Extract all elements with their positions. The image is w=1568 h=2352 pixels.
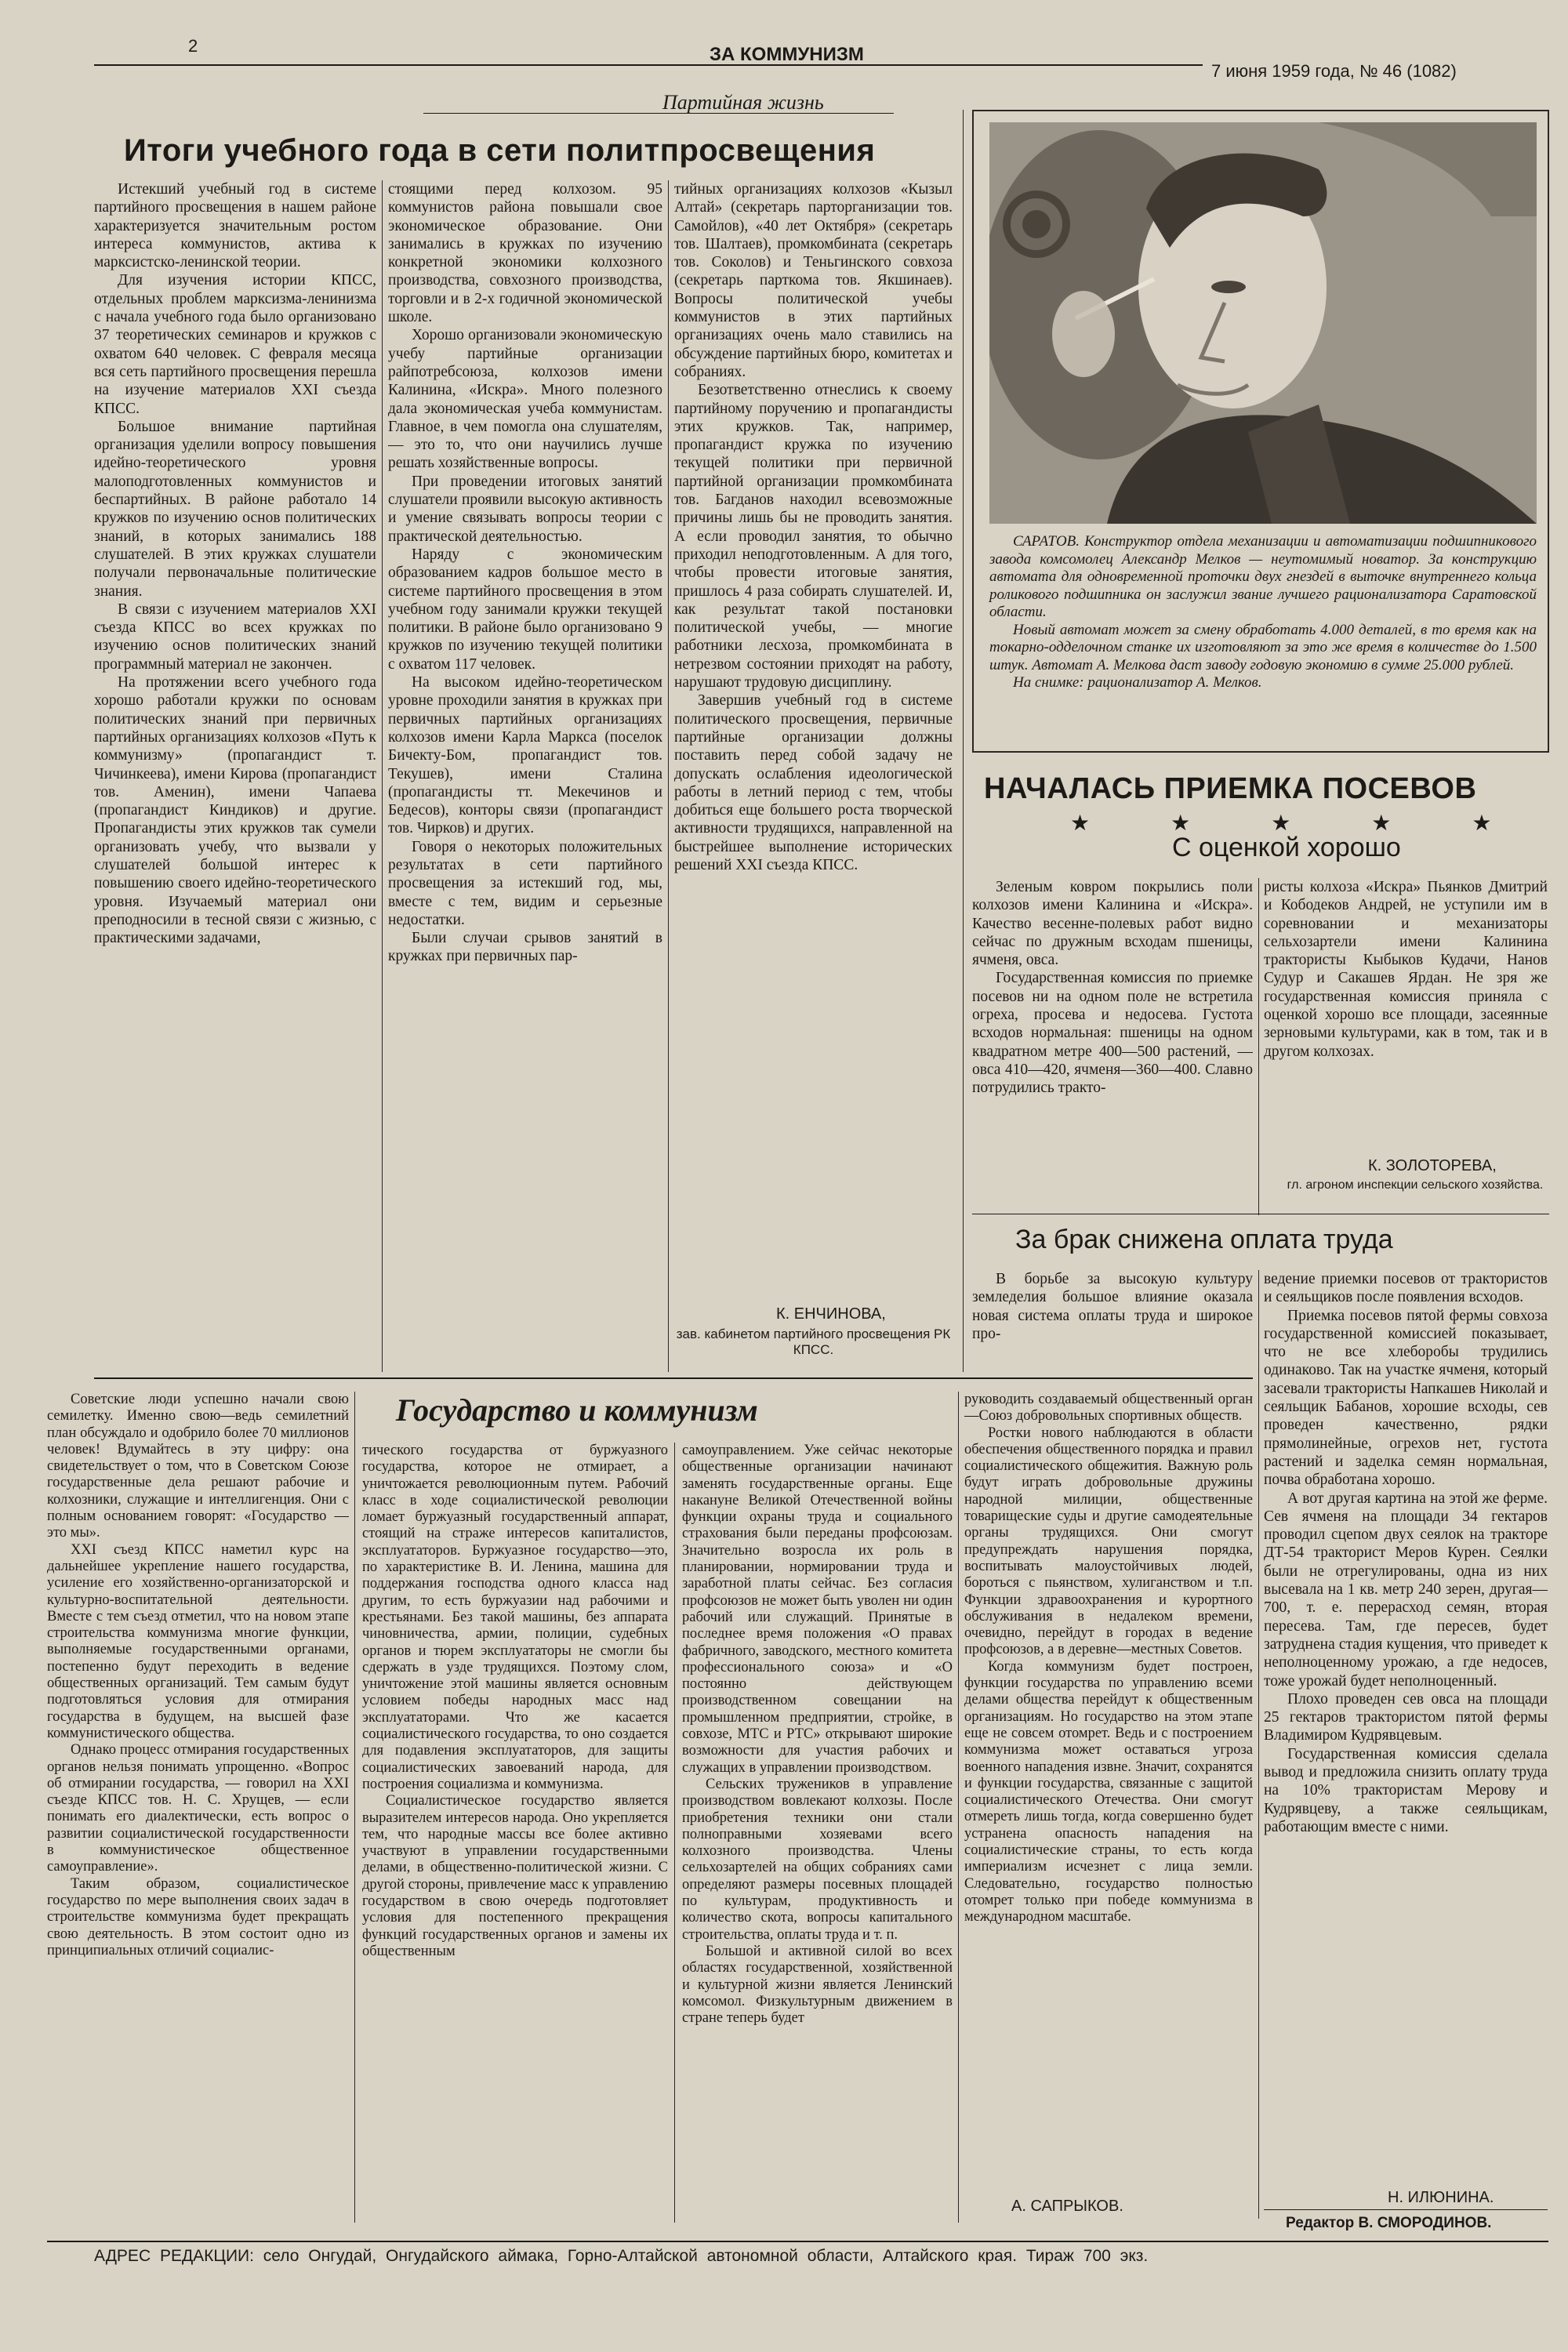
column-rule [1258, 878, 1259, 1215]
article3-column-2 [1264, 1270, 1548, 2176]
paragraph: В борьбе за высокую культуру земледелия большое влияние оказала новая система оплаты труда и широкое про- [972, 1271, 1253, 1342]
paragraph: Плохо проведен сев овса на площади 25 гектаров трактористом пятой фермы Владимиром Кудрявцевым. [1264, 1690, 1548, 1744]
editor-rule [1264, 2209, 1548, 2210]
paragraph: самоуправлением. Уже сейчас некоторые общественные организации начинают заменять государственные органы. Еще накануне Великой Отечественной войны функции охраны труда и социального страхования были переданы профсоюзам. Значительно возросла их роль в планировании, нормировании труда и заработной платы сейчас. Без согласия профсоюзов не может быть уволен ни один рабочий или служащий. Принятые в последнее время положения «О правах фабричного, заводского, местного комитета профессионального союза» и «О постоянно действующем производственном совещании на промышленном предприятии, стройке, в совхозе, МТС и РТС» открывают широкие возможности для участия рабочих и служащих в управлении производством. [682, 1443, 953, 1776]
paragraph: Истекший учебный год в системе партийного просвещения в нашем районе характеризуется значительным ростом интереса коммунистов, актива к марксистско-ленинской теории. [94, 181, 376, 271]
paragraph: Были случаи срывов занятий в кружках при первичных пар- [388, 930, 662, 965]
portrait-photo [989, 122, 1537, 524]
paragraph: Зеленым ковром покрылись поли колхозов имени Калинина и «Искра». Качество весенне-полевых работ видно сейчас по дружным всходам пшеницы, ячменя, овса. [972, 879, 1253, 969]
article3-headline: За брак снижена оплата труда [1015, 1225, 1393, 1254]
article4-column-1 [47, 1392, 349, 2223]
stars-ornament: ★ ★ ★ ★ ★ [1070, 811, 1530, 836]
paragraph: При проведении итоговых занятий слушатели проявили высокую активность и умение связывать вопросы теории с практической деятельностью. [388, 473, 662, 545]
article4-column-4 [964, 1392, 1253, 2187]
paragraph: тического государства от буржуазного государства, которое не отмирает, а уничтожается революционным путем. Рабочий класс в ходе социалистической революции ломает буржуазный государственный аппарат, стоящий на страже интересов капиталистов, эксплуататоров. Буржуазное государство—это, по характеристике В. И. Ленина, машина для поддержания господства одного класса над другим, то есть буржуазии над рабочими и крестьянами. Без такой машины, без аппарата чиновничества, армии, полиции, судебных органов и тюрем эксплуататоры не смогли бы сдержать в узде трудящихся. Поэтому слом, уничтожение этой машины является основным условием победы народных масс над эксплуататорами. Что же касается социалистического государства, то оно создается для подавления эксплуататоров, для защиты социалистических завоеваний народа, для построения социализма и коммунизма. [362, 1443, 668, 1792]
section-rubric: Партийная жизнь [662, 91, 824, 114]
paragraph: Для изучения истории КПСС, отдельных проблем марксизма-ленинизма с начала учебного года было организовано 37 теоретических семинаров и кружков с охватом 640 человек. С февраля месяца вся сеть партийного просвещения перешла на изучение материалов XXI съезда КПСС. [94, 272, 376, 417]
paragraph: Государственная комиссия сделала вывод и предложила снизить оплату труда на 10% трактористам Мерову и Кудрявцеву, а также сеяльщикам, работающим вместе с ними. [1264, 1745, 1548, 1835]
paragraph: На протяжении всего учебного года хорошо работали кружки по основам политических знаний при первичных партийных организациях колхозов «Путь к коммунизму» (пропагандист т. Чичинкеева), имени Кирова (пропагандист тов. Аменин), имени Чапаева (пропагандист Киндиков) и другие. Пропагандисты этих кружков так сумели организовать учебу, что вызвали у слушателей большой интерес к повышению своего идейно-теоретического уровня. Изучаемый материал они преподносили в тесной связи с жизнью, с практическими задачами, [94, 674, 376, 947]
paragraph: Ростки нового наблюдаются в области обеспечения общественного порядка и правил социалистического общежития. Важную роль будут играть добровольные дружины народной милиции, общественные товарищеские суды и другие самодеятельные органы трудящихся. Они смогут предупреждать нарушения порядка, воспитывать малоустойчивых людей, бороться с пьянством, хулиганством и т.п. Функции здравоохранения и курортного обслуживания в недалеком времени, очевидно, перейдут в городах в ведение профсоюзов, а в деревне—местных Советов. [964, 1425, 1253, 1658]
article1-column-2 [388, 180, 662, 1372]
paragraph: стоящими перед колхозом. 95 коммунистов района повышали свое экономическое образование. Они занимались в кружках по изучению конкретной экономики колхозного производства, совхозного производства, торговли и в 2-х годичной экономической школе. [388, 181, 662, 326]
caption-paragraph: Новый автомат может за смену обработать 4.000 деталей, в то время как на токарно-одделочном станке их изготовляют за это же время в количестве до 1.500 штук. Автомат А. Мелкова даст заводу годовую экономию в сумме 25.000 рублей. [989, 621, 1537, 673]
column-rule [1258, 1270, 1259, 2219]
column-rule [958, 1392, 959, 2223]
issue-date: 7 июня 1959 года, № 46 (1082) [1211, 61, 1457, 81]
article1-column-1 [94, 180, 376, 1372]
article1-author-title: зав. кабинетом партийного просвещения РК КПСС. [676, 1327, 951, 1357]
section-rule [94, 1377, 1253, 1379]
column-rule [382, 180, 383, 1372]
column-rule [668, 180, 669, 1372]
paragraph: Приемка посевов пятой фермы совхоза государственной комиссией показывает, что не все хлеборобы трудились одинаково. Так на участке ячменя, который засевали трактористы Напкашев Николай и сеяльщик Бабанов, хорошие всходы, сев проведен качественно, рядки прямолинейные, огрехов нет, густота растений и заделка семян нормальная, почва обработана хорошо. [1264, 1307, 1548, 1489]
article4-column-2 [362, 1443, 668, 2223]
paragraph: Завершив учебный год в системе политического просвещения, первичные партийные организации должны поставить перед собой задачу не допускать ослабления идеологической работы в летний период с тем, чтобы добиться еще большего роста творческой активности трудящихся, направленной на быстрейшее выполнение исторических решений XXI съезда КПСС. [674, 692, 953, 873]
article4-headline: Государство и коммунизм [396, 1392, 758, 1428]
paragraph: Таким образом, социалистическое государство по мере выполнения своих задач в строительстве коммунизма будет прекращать свою деятельность. В этом состоит одно из принципиальных отличий социалис- [47, 1875, 349, 1958]
paragraph: Наряду с экономическим образованием кадров большое место в системе партийного просвещения в этом учебном году занимали кружки текущей политики. В районе было организовано 9 кружков по изучению текущей политики с охватом 117 человек. [388, 546, 662, 673]
paragraph: В связи с изучением материалов XXI съезда КПСС во всех кружках по изучению основ политических знаний программный материал не закончен. [94, 601, 376, 673]
article2-subheadline: С оценкой хорошо [1172, 833, 1401, 862]
article2-author: К. ЗОЛОТОРЕВА, [1368, 1157, 1497, 1174]
column-rule [963, 110, 964, 1372]
masthead-rule [94, 64, 1203, 66]
photo-caption [989, 533, 1537, 745]
paragraph: Государственная комиссия по приемке посевов ни на одном поле не встретила огреха, просева и недосева. Густота всходов нормальная: пшеницы на одном квадратном метре 400—500 растений, — овса 410—420, ячменя—360—400. Славно потрудились тракто- [972, 970, 1253, 1097]
paragraph: На высоком идейно-теоретическом уровне проходили занятия в кружках при первичных партийных организациях колхозов имени Карла Маркса (поселок Бичекту-Бом, пропагандист тов. Текушев), имени Сталина (пропагандисты тт. Мекечинов и Бедесов), конторы связи (пропагандист тов. Чирков) и других. [388, 674, 662, 837]
paragraph: А вот другая картина на этой же ферме. Сев ячменя на площади 34 гектаров проводил сцепом двух сеялок на тракторе ДТ-54 тракторист Меров Курен. Сеялки были не отрегулированы, одна из них высевала на 1 кв. метр 240 зерен, другая—700, т. е. перерасход семян, вторая пересева. Там, где пересев, будет затруднена стадия кущения, что приведет к неполноценному урожаю, а где недосев, тоже урожай будет неполноценный. [1264, 1490, 1548, 1690]
paragraph: Большое внимание партийная организация уделили вопросу повышения идейно-теоретического уровня малоподготовленных коммунистов и беспартийных. В районе работало 14 кружков по изучению основ политических знаний, в которых занимались 188 слушателей. В этих кружках слушатели получали первоначальные политические знания. [94, 418, 376, 600]
page-number: 2 [188, 36, 198, 56]
paragraph: Советские люди успешно начали свою семилетку. Именно свою—ведь семилетний план обсуждало и одобрило более 70 миллионов человек! Вдумайтесь в эту цифру: она свидетельствует о том, что в Советском Союзе государственные дела решают рабочие и колхозники, служащие и интеллигенция. Они с полным основанием говорят: «Государство — это мы». [47, 1392, 349, 1541]
paper-name: ЗА КОММУНИЗМ [710, 44, 864, 65]
article4-author: А. САПРЫКОВ. [1011, 2198, 1123, 2215]
paragraph: тийных организациях колхозов «Кызыл Алтай» (секретарь парторганизации тов. Самойлов), «40 лет Октября» (секретарь тов. Шалтаев), промкомбината (секретарь тов. Соколов) и Теньгинского совхоза (секретарь парткома тов. Якшинаев). Вопросы политической учебы коммунистов в этих партийных организациях очень мало ставились на обсуждение партийных бюро, комитетах и собраниях. [674, 181, 953, 380]
footer-rule [47, 2241, 1548, 2242]
paragraph: Безответственно отнеслись к своему партийному поручению и пропагандисты этих кружков. Так, например, пропагандист кружка по изучению текущей политики при первичной партийной организации промкомбината тов. Багданов находил всевозможные причины лишь бы не проводить занятия. А если проводил занятия, то обычно приходил неподготовленным. А для того, чтобы провести итоговые занятия, пришлось 4 раза собирать слушателей. И, как результат такой постановки политической учебы, — многие работники лесхоза, промкомбината в нетрезвом состоянии приходят на работу, нарушают трудовую дисциплину. [674, 382, 953, 691]
article1-column-3 [674, 180, 953, 1286]
paragraph: ристы колхоза «Искра» Пьянков Дмитрий и Кободеков Андрей, не уступили им в соревновании и механизаторы сельхозартели имени Калинина трактористы Кыбыков Кудачи, Нанов Судур и Сакашев Ярдан. Не зря же государственная комиссия приняла с оценкой хорошо все площади, засеянные зерновыми культурами, как в том, так и в другом колхозах. [1264, 879, 1548, 1060]
paragraph: Социалистическое государство является выразителем интересов народа. Оно укрепляется тем, что народные массы все более активно участвуют в управлении государственными делами, в общественно-политической жизни. С другой стороны, привлечение масс к управлению государством в свою очередь подготовляет условия для постепенного прекращения функций государственных органов и замены их общественным [362, 1793, 668, 1959]
article2-column-2 [1264, 878, 1548, 1152]
paragraph: XXI съезд КПСС наметил курс на дальнейшее укрепление нашего государства, усиление его хозяйственно-организаторской и культурно-воспитательной деятельности. Вместе с тем съезд отметил, что на новом этапе строительства коммунизма многие функции, выполняемые государственными органами, постепенно будут переходить в ведение общественных организаций. Тем самым будут подготовляться условия для отмирания государства в будущем, на высшей фазе коммунистического общества. [47, 1541, 349, 1741]
paragraph: Большой и активной силой во всех областях государственной, хозяйственной и культурной жизни является Ленинский комсомол. Физкультурным движением в стране теперь будет [682, 1943, 953, 2027]
rubric-rule [423, 113, 894, 114]
article2-column-1 [972, 878, 1253, 1211]
column-rule [674, 1443, 675, 2223]
article3-column-1 [972, 1270, 1253, 1372]
column-rule [354, 1392, 355, 2223]
article3-author: Н. ИЛЮНИНА. [1388, 2189, 1494, 2206]
paragraph: Когда коммунизм будет построен, функции государства по управлению всеми делами общества перейдут к общественным организациям. Но государство на этом этапе еще не совсем отомрет. Ведь и с построением коммунизма может оставаться угроза военного нападения извне. Значит, сохранятся и функции государства, связанные с защитой социалистического Отечества. Они смогут отмереть лишь тогда, когда совершенно будет устранена опасность нападения на социалистические страны, то есть когда империализм исчезнет с лица земли. Следовательно, государство полностью отомрет только при победе коммунизма в международном масштабе. [964, 1658, 1253, 1926]
article2-author-title: гл. агроном инспекции сельского хозяйства. [1287, 1178, 1544, 1192]
article1-headline: Итоги учебного года в сети политпросвещения [124, 133, 876, 168]
paragraph: Сельских тружеников в управление производством вовлекают колхозы. После приобретения техники они стали полноправными хозяевами всего колхозного производства. Члены сельхозартелей на общих собраниях сами определяют размеры посевных площадей по культурам, продуктивность и количество скота, вопросы капитального строительства, оплаты труда и т. п. [682, 1776, 953, 1943]
paragraph: руководить создаваемый общественный орган—Союз добровольных спортивных обществ. [964, 1392, 1253, 1425]
article1-author: К. ЕНЧИНОВА, [776, 1305, 886, 1323]
caption-paragraph: САРАТОВ. Конструктор отдела механизации и автоматизации подшипникового завода комсомолец Александр Мелков — неутомимый новатор. За конструкцию автомата для одновременной проточки двух гнездей в выточке внутреннего кольца роликового подшипника он заслужил звание лучшего рационализатора Саратовской области. [989, 533, 1537, 620]
article4-column-3 [682, 1443, 953, 2223]
paragraph: Однако процесс отмирания государственных органов нельзя понимать упрощенно. «Вопрос об отмирании государства, — говорил на XXI съезде КПСС тов. Н. С. Хрущев, — если понимать его диалектически, есть вопрос о развитии социалистической государственности в коммунистическое общественное самоуправление». [47, 1742, 349, 1875]
paragraph: ведение приемки посевов от трактористов и сеяльщиков после появления всходов. [1264, 1271, 1548, 1306]
paragraph: Хорошо организовали экономическую учебу партийные организации райпотребсоюза, колхозов имени Калинина, «Искра». Много полезного дала экономическая учеба коммунистам. Главное, в чем помогла она слушателям, — это то, что они научились лучше решать хозяйственные вопросы. [388, 327, 662, 472]
caption-paragraph: На снимке: рационализатор А. Мелков. [1013, 674, 1262, 691]
paragraph: Говоря о некоторых положительных результатах в сети партийного просвещения за истекший год, мы, вместе с тем, видим и серьезные недостатки. [388, 838, 662, 928]
article2-headline: НАЧАЛАСЬ ПРИЕМКА ПОСЕВОВ [984, 772, 1477, 805]
footer-address: АДРЕС РЕДАКЦИИ: село Онгудай, Онгудайского аймака, Горно-Алтайской автономной области, Алтайского края. Тираж 700 экз. [94, 2247, 1149, 2265]
editor-line: Редактор В. СМОРОДИНОВ. [1286, 2215, 1492, 2231]
